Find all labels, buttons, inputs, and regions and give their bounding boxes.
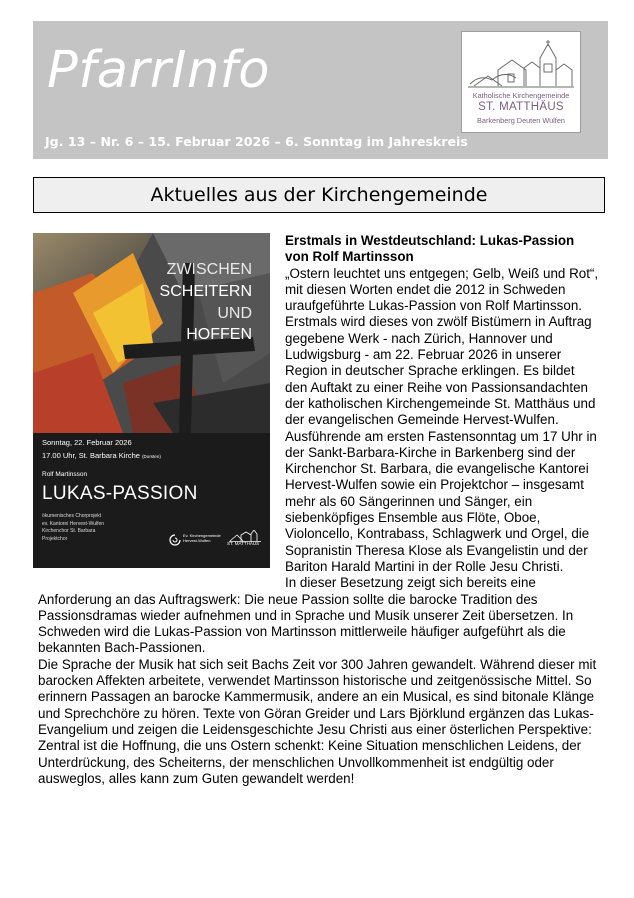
poster-author: Rolf Martinsson — [42, 471, 88, 478]
poster-title-line-2: SCHEITERN — [159, 283, 252, 300]
article — [38, 233, 599, 787]
poster-title-line-1: ZWISCHEN — [166, 261, 252, 278]
participant: ökumenisches Chorprojekt — [42, 513, 102, 519]
poster-time: 17.00 Uhr, St. Barbara Kirche — [42, 451, 140, 460]
logo-line-3: Barkenberg Deuten Wulfen — [477, 116, 565, 125]
logo-text: Ev. Kirchengemeinde — [183, 533, 221, 538]
poster-float-spacer — [38, 233, 285, 585]
poster-date: Sonntag, 22. Februar 2026 — [42, 438, 132, 447]
logo-text: Hervest-Wulfen — [183, 538, 211, 543]
masthead — [33, 21, 608, 159]
participant: Kirchenchor St. Barbara — [42, 528, 96, 534]
poster-title-line-4: HOFFEN — [186, 326, 252, 343]
poster-logo-text: ST. MATTHÄUS — [227, 541, 260, 546]
article-headline: Erstmals in Westdeutschland: Lukas-Passion von Rolf Martinsson — [285, 233, 575, 265]
logo-line-1: Katholische Kirchengemeinde — [472, 91, 570, 100]
parish-logo — [461, 31, 581, 133]
poster-work-title: LUKAS-PASSION — [42, 483, 198, 504]
newsletter-title: PfarrInfo — [47, 41, 270, 100]
poster-place-note: (Dorsten) — [142, 454, 161, 459]
section-heading: Aktuelles aus der Kirchengemeinde — [33, 177, 605, 213]
participant: Projektchor — [42, 535, 68, 542]
participant: ev. Kantorei Hervest-Wulfen — [42, 520, 105, 527]
poster-title-line-3: UND — [217, 305, 252, 322]
church-skyline-icon — [468, 40, 574, 90]
article-paragraph: „Ostern leuchtet uns entgegen; Gelb, Weiß und Rot“, mit diesen Worten endet die 2012 in Schweden uraufgeführte Lukas-Passion von Rolf Martinsson. Erstmals wird dieses von zwölf Bistümern in Auftrag gegebene Werk - nach Zürich, Hannover und Ludwigsburg - am 22. Februar 2026 in unserer Region in deutscher Sprache erklingen. Es bildet den Auftakt zu einer Reihe von Passionsandachten der katholischen Kirchengemeinde St. Matthäus und der evangelischen Gemeinde Hervest-Wulfen. Ausführende am ersten Fastensonntag um 17 Uhr in der Sankt-Barbara-Kirche in Barkenberg sind der Kirchenchor St. Barbara, die evangelische Kantorei Hervest-Wulfen sowie ein Projektchor – insgesamt mehr als 60 Sängerinnen und Sänger, ein siebenköpfiges Ensemble aus Flöte, Oboe, Violoncello, Kontrabass, Schlagwerk und Orgel, die Sopranistin Theresa Klose als Evangelistin und der Bariton Harald Martini in der Rolle Jesu Christi. — [285, 265, 599, 574]
logo-line-2: ST. MATTHÄUS — [478, 101, 564, 113]
article-paragraph: In dieser Besetzung zeigt sich bereits eine Anforderung an das Auftragswerk: Die neue Passion sollte die barocke Tradition des Passionsdramas wieder aufnehmen und in Sprache und Musik unserer Zeit übersetzen. In Schweden wird die Lukas-Passion von Martinsson mittlerweile häufiger aufgeführt als die bekannten Bach-Passionen. — [38, 575, 574, 656]
issue-line: Jg. 13 – Nr. 6 – 15. Februar 2026 – 6. Sonntag im Jahreskreis — [45, 134, 468, 149]
article-paragraph: Die Sprache der Musik hat sich seit Bachs Zeit vor 300 Jahren gewandelt. Während dieser mit barocken Affekten arbeitete, verwendet Martinsson historische und zeitgenössische Mittel. So erinnern Passagen an barocke Kammermusik, andere an ein Musical, es sind bitonale Klänge und Sprechchöre zu hören. Texte von Göran Greider und Lars Björklund ergänzen das Lukas-Evangelium und zeigen die Leidensgeschichte Jesu Christi aus einer österlichen Perspektive: Zentral ist die Hoffnung, die uns Ostern schenkt: Keine Situation menschlichen Leidens, der Unterdrückung, des Scheiterns, der menschlichen Unvollkommenheit ist endgültig oder ausweglos, alles kann zum Guten gewandelt werden! — [38, 656, 597, 786]
